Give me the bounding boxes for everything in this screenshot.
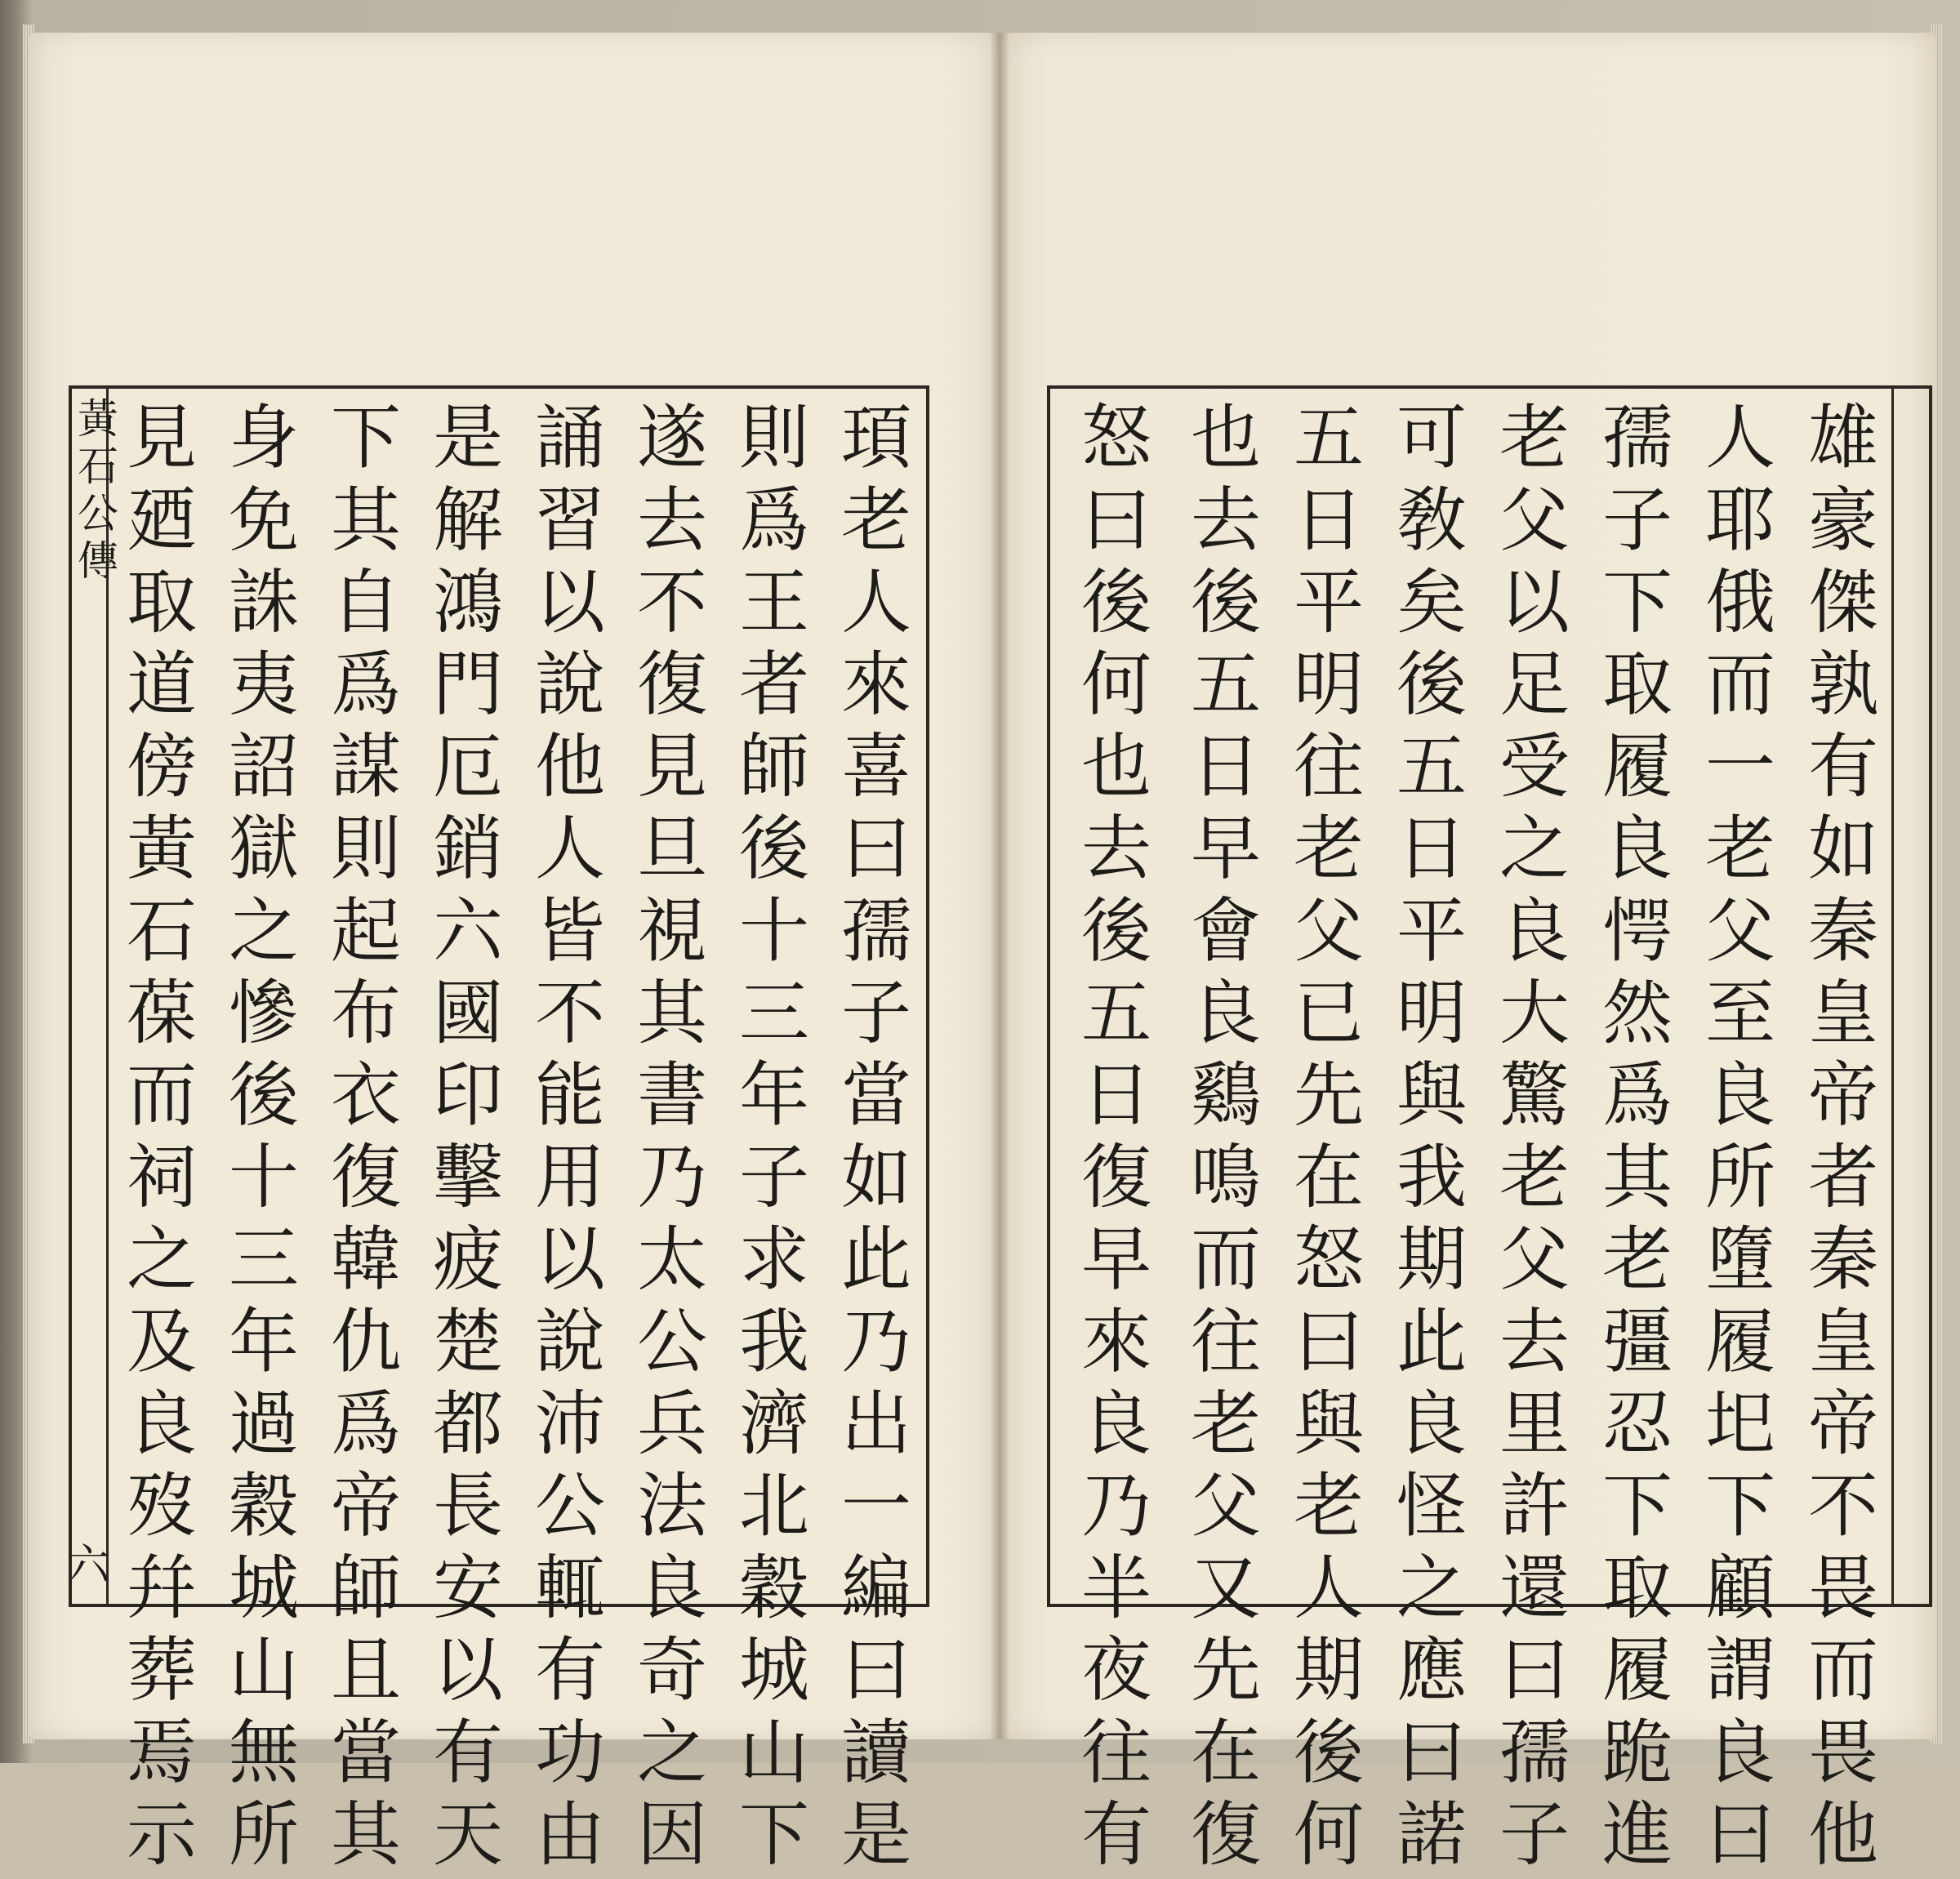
margin-title: 黃石公傳 [71, 397, 118, 586]
right-text-column-5: 可敎矣後五日平明與我期此良怪之應曰諾 [1384, 400, 1466, 1879]
left-text-column-2: 則爲王者師後十三年子求我濟北穀城山下 [727, 400, 808, 1879]
left-text-column-4: 誦習以說他人皆不能用以說沛公輒有功由 [523, 400, 604, 1879]
left-text-column-5: 是解鴻門厄銷六國印擊疲楚都長安以有天 [421, 400, 502, 1879]
right-text-column-1: 雄豪傑孰有如秦皇帝者秦皇帝不畏而畏他 [1796, 400, 1878, 1879]
page-number: 六 [67, 1541, 110, 1590]
book-gutter [990, 33, 1009, 1739]
right-text-column-2: 人耶俄而一老父至良所墮履圯下顧謂良曰 [1693, 400, 1775, 1879]
right-text-column-4: 老父以足受之良大驚老父去里許還曰孺子 [1487, 400, 1569, 1879]
left-text-column-3: 遂去不復見旦視其書乃太公兵法良奇之因 [625, 400, 706, 1879]
right-text-column-7: 也去後五日早會良鷄鳴而往老父又先在復 [1178, 400, 1260, 1879]
right-frame-margin-rule [1891, 385, 1894, 1604]
left-text-column-8: 見廼取道傍黃石葆而祠之及良歿幷葬焉示 [114, 400, 196, 1879]
right-text-column-8: 怒曰後何也去後五日復早來良乃半夜往有 [1069, 400, 1151, 1879]
left-text-column-1: 頊老人來喜曰孺子當如此乃出一編曰讀是 [829, 400, 911, 1879]
left-text-column-7: 身免誅夷詔獄之慘後十三年過穀城山無所 [216, 400, 298, 1879]
right-text-column-6: 五日平明往老父已先在怒曰與老人期後何 [1281, 400, 1363, 1879]
left-text-column-6: 下其自爲謀則起布衣復韓仇爲帝師且當其 [318, 400, 400, 1879]
right-text-column-3: 孺子下取履良愕然爲其老彊忍下取履跪進 [1590, 400, 1672, 1879]
